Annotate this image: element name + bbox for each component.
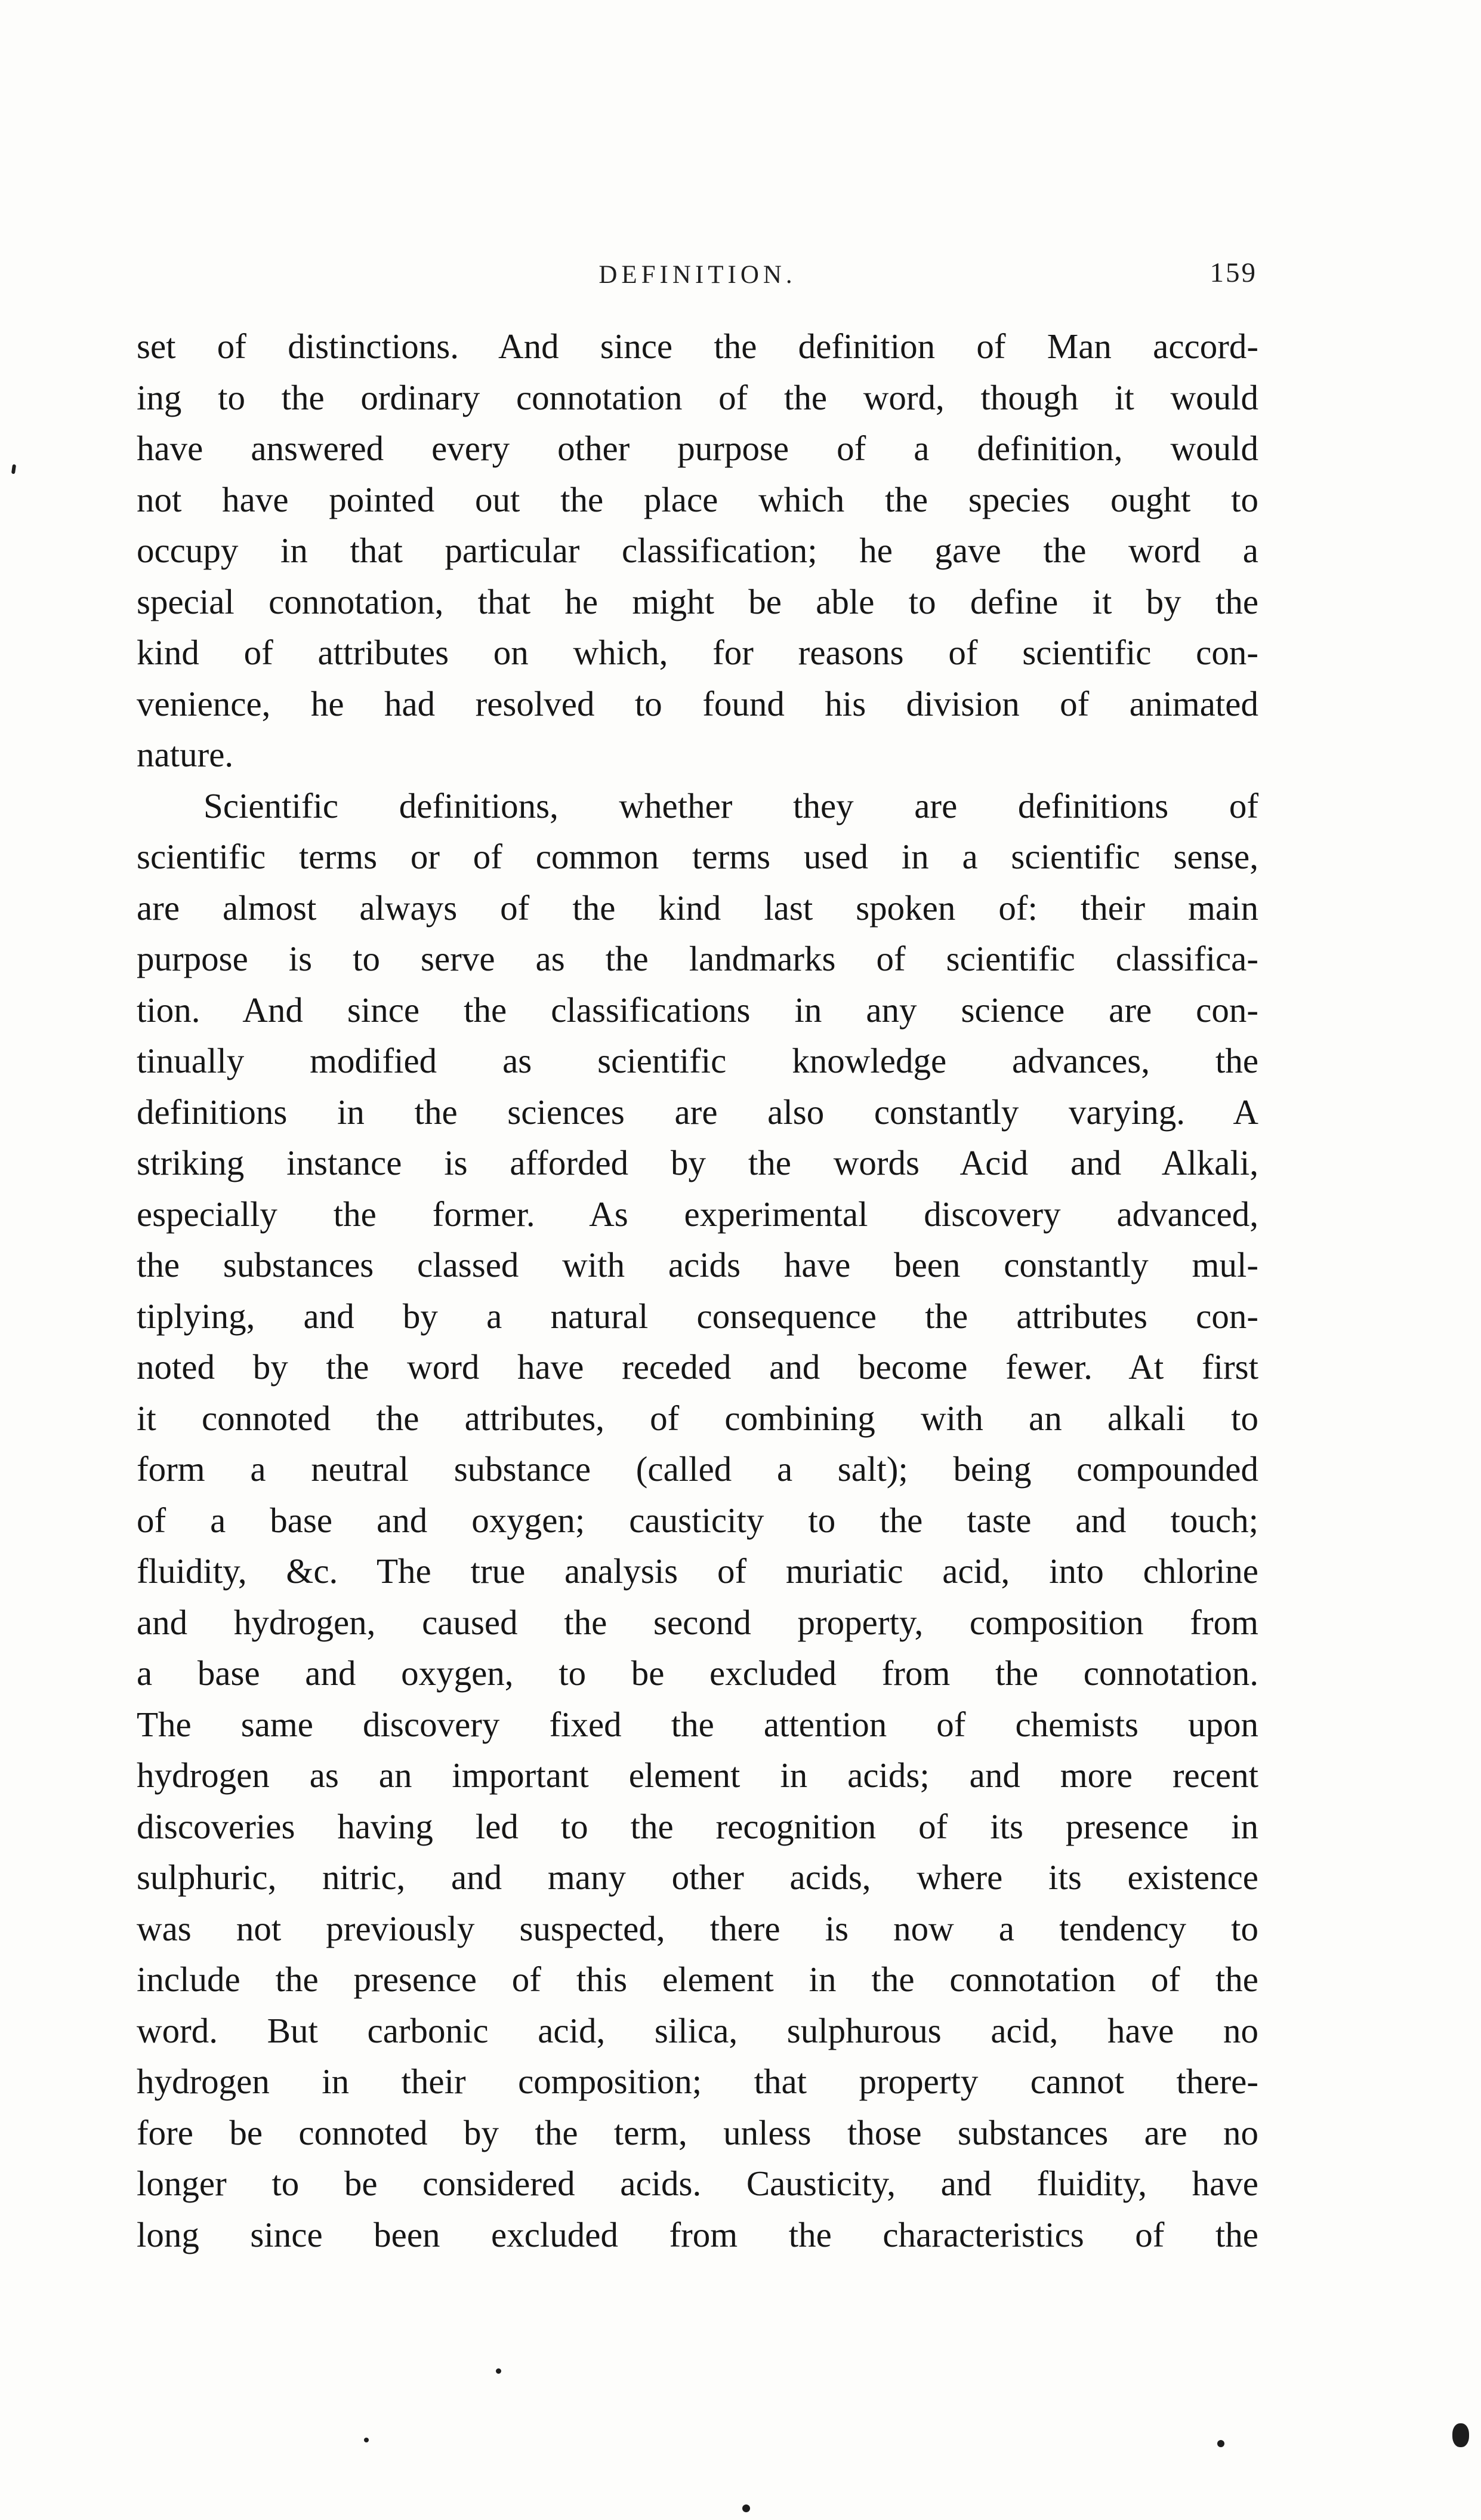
page-number: 159 (1210, 257, 1257, 288)
ink-speck (1452, 2423, 1469, 2447)
text-line: nature. (137, 735, 234, 774)
paragraph (137, 781, 1258, 2261)
text-line: discoveries having led to the recognition of its presence in (137, 1806, 1258, 1846)
body-text (137, 321, 1258, 2260)
text-line: special connotation, that he might be able to define it by the (137, 581, 1258, 621)
text-line: a base and oxygen, to be excluded from the connotation. (137, 1653, 1258, 1693)
text-line: Scientific definitions, whether they are definitions of (203, 785, 1258, 825)
text-line: are almost always of the kind last spoken of: their main (137, 888, 1258, 928)
text-line: of a base and oxygen; causticity to the taste and touch; (137, 1500, 1258, 1540)
text-line: venience, he had resolved to found his division of animated (137, 683, 1258, 723)
text-line: fore be connoted by the term, unless those substances are no (137, 2112, 1258, 2152)
text-line: hydrogen in their composition; that property cannot there- (137, 2062, 1258, 2101)
text-line: the substances classed with acids have been constantly mul- (137, 1245, 1258, 1284)
text-line: ing to the ordinary connotation of the word, though it would (137, 377, 1258, 417)
text-line: tiplying, and by a natural consequence the attributes con- (137, 1296, 1258, 1336)
text-line: tinually modified as scientific knowledge advances, the (137, 1041, 1258, 1080)
ink-speck (364, 2438, 369, 2442)
text-line: The same discovery fixed the attention of chemists upon (137, 1704, 1258, 1744)
text-line: sulphuric, nitric, and many other acids, where its existence (137, 1857, 1258, 1897)
text-line: longer to be considered acids. Causticity, and fluidity, have (137, 2164, 1258, 2203)
text-line: striking instance is afforded by the words Acid and Alkali, (137, 1143, 1258, 1182)
ink-speck (11, 464, 16, 475)
text-line: tion. And since the classifications in any science are con- (137, 990, 1258, 1030)
text-line: especially the former. As experimental discovery advanced, (137, 1194, 1258, 1234)
text-line: occupy in that particular classification; he gave the word a (137, 531, 1258, 570)
text-line: definitions in the sciences are also constantly varying. A (137, 1092, 1258, 1132)
ink-speck (1217, 2440, 1224, 2447)
text-line: kind of attributes on which, for reasons of scientific con- (137, 633, 1258, 672)
text-line: scientific terms or of common terms used in a scientific sense, (137, 837, 1258, 876)
text-line: have answered every other purpose of a definition, would (137, 429, 1258, 468)
text-line: include the presence of this element in the connotation of the (137, 1960, 1258, 1999)
text-line: word. But carbonic acid, silica, sulphurous acid, have no (137, 2010, 1258, 2050)
text-line: noted by the word have receded and become fewer. At first (137, 1347, 1258, 1387)
paragraph (137, 321, 1258, 781)
text-line: fluidity, &c. The true analysis of muriatic acid, into chlorine (137, 1551, 1258, 1591)
text-line: hydrogen as an important element in acids; and more recent (137, 1755, 1258, 1795)
text-line: was not previously suspected, there is now a tendency to (137, 1908, 1258, 1948)
ink-speck (742, 2504, 750, 2512)
text-line: purpose is to serve as the landmarks of scientific classifica- (137, 939, 1258, 978)
text-line: and hydrogen, caused the second property, composition from (137, 1602, 1258, 1642)
running-title: DEFINITION. (598, 261, 797, 289)
text-line: long since been excluded from the characteristics of the (137, 2214, 1258, 2254)
ink-speck (496, 2368, 501, 2374)
text-line: set of distinctions. And since the definition of Man accord- (137, 326, 1258, 366)
text-line: form a neutral substance (called a salt); being compounded (137, 1449, 1258, 1489)
text-line: it connoted the attributes, of combining with an alkali to (137, 1398, 1258, 1438)
page-header (137, 257, 1258, 295)
text-line: not have pointed out the place which the species ought to (137, 479, 1258, 519)
